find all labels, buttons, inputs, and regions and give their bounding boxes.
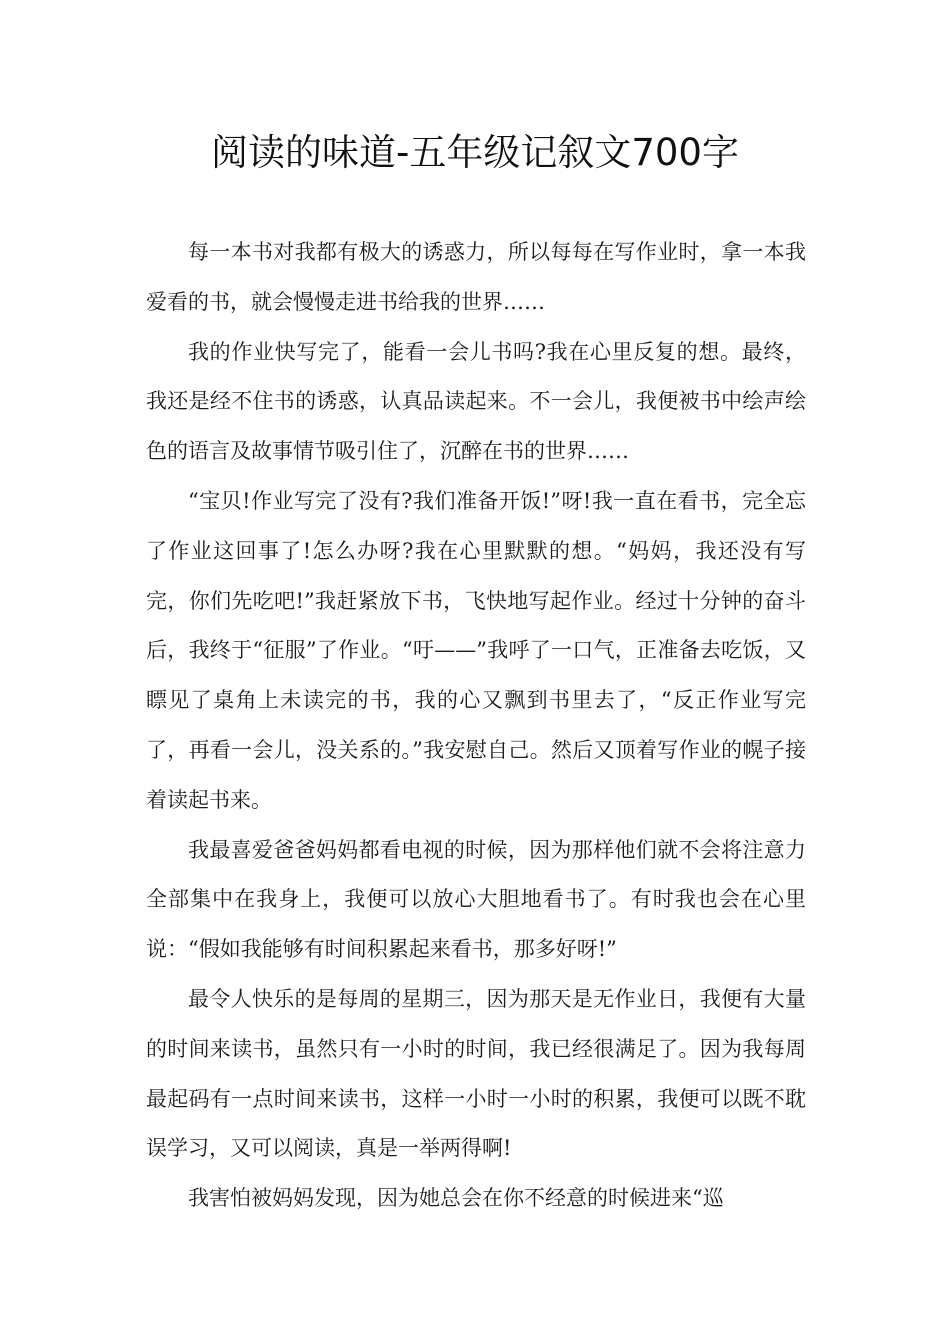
- paragraph: “宝贝!作业写完了没有?我们准备开饭!”呀!我一直在看书，完全忘了作业这回事了!怎么办呀?我在心里默默的想。“妈妈，我还没有写完，你们先吃吧!”我赶紧放下书，飞快地写起作业。经过十分钟的奋斗后，我终于“征服”了作业。“吁——”我呼了一口气，正准备去吃饭，又瞟见了桌角上未读完的书，我的心又飘到书里去了，“反正作业写完了，再看一会儿，没关系的。”我安慰自己。然后又顶着写作业的幌子接着读起书来。: [146, 488, 806, 812]
- paragraph: 每一本书对我都有极大的诱惑力，所以每每在写作业时，拿一本我爱看的书，就会慢慢走进书给我的世界……: [146, 240, 806, 314]
- article-body: [146, 228, 806, 1224]
- paragraph: 我最喜爱爸爸妈妈都看电视的时候，因为那样他们就不会将注意力全部集中在我身上，我便可以放心大胆地看书了。有时我也会在心里说：“假如我能够有时间积累起来看书，那多好呀!”: [146, 837, 806, 962]
- page-title: 阅读的味道-五年级记叙文700字: [211, 131, 739, 174]
- paragraph: 我的作业快写完了，能看一会儿书吗?我在心里反复的想。最终，我还是经不住书的诱惑，认真品读起来。不一会儿，我便被书中绘声绘色的语言及故事情节吸引住了，沉醉在书的世界……: [146, 339, 806, 464]
- paragraph: 我害怕被妈妈发现，因为她总会在你不经意的时候进来“巡: [188, 1186, 724, 1211]
- paragraph: 最令人快乐的是每周的星期三，因为那天是无作业日，我便有大量的时间来读书，虽然只有一小时的时间，我已经很满足了。因为我每周最起码有一点时间来读书，这样一小时一小时的积累，我便可以既不耽误学习，又可以阅读，真是一举两得啊!: [146, 986, 806, 1161]
